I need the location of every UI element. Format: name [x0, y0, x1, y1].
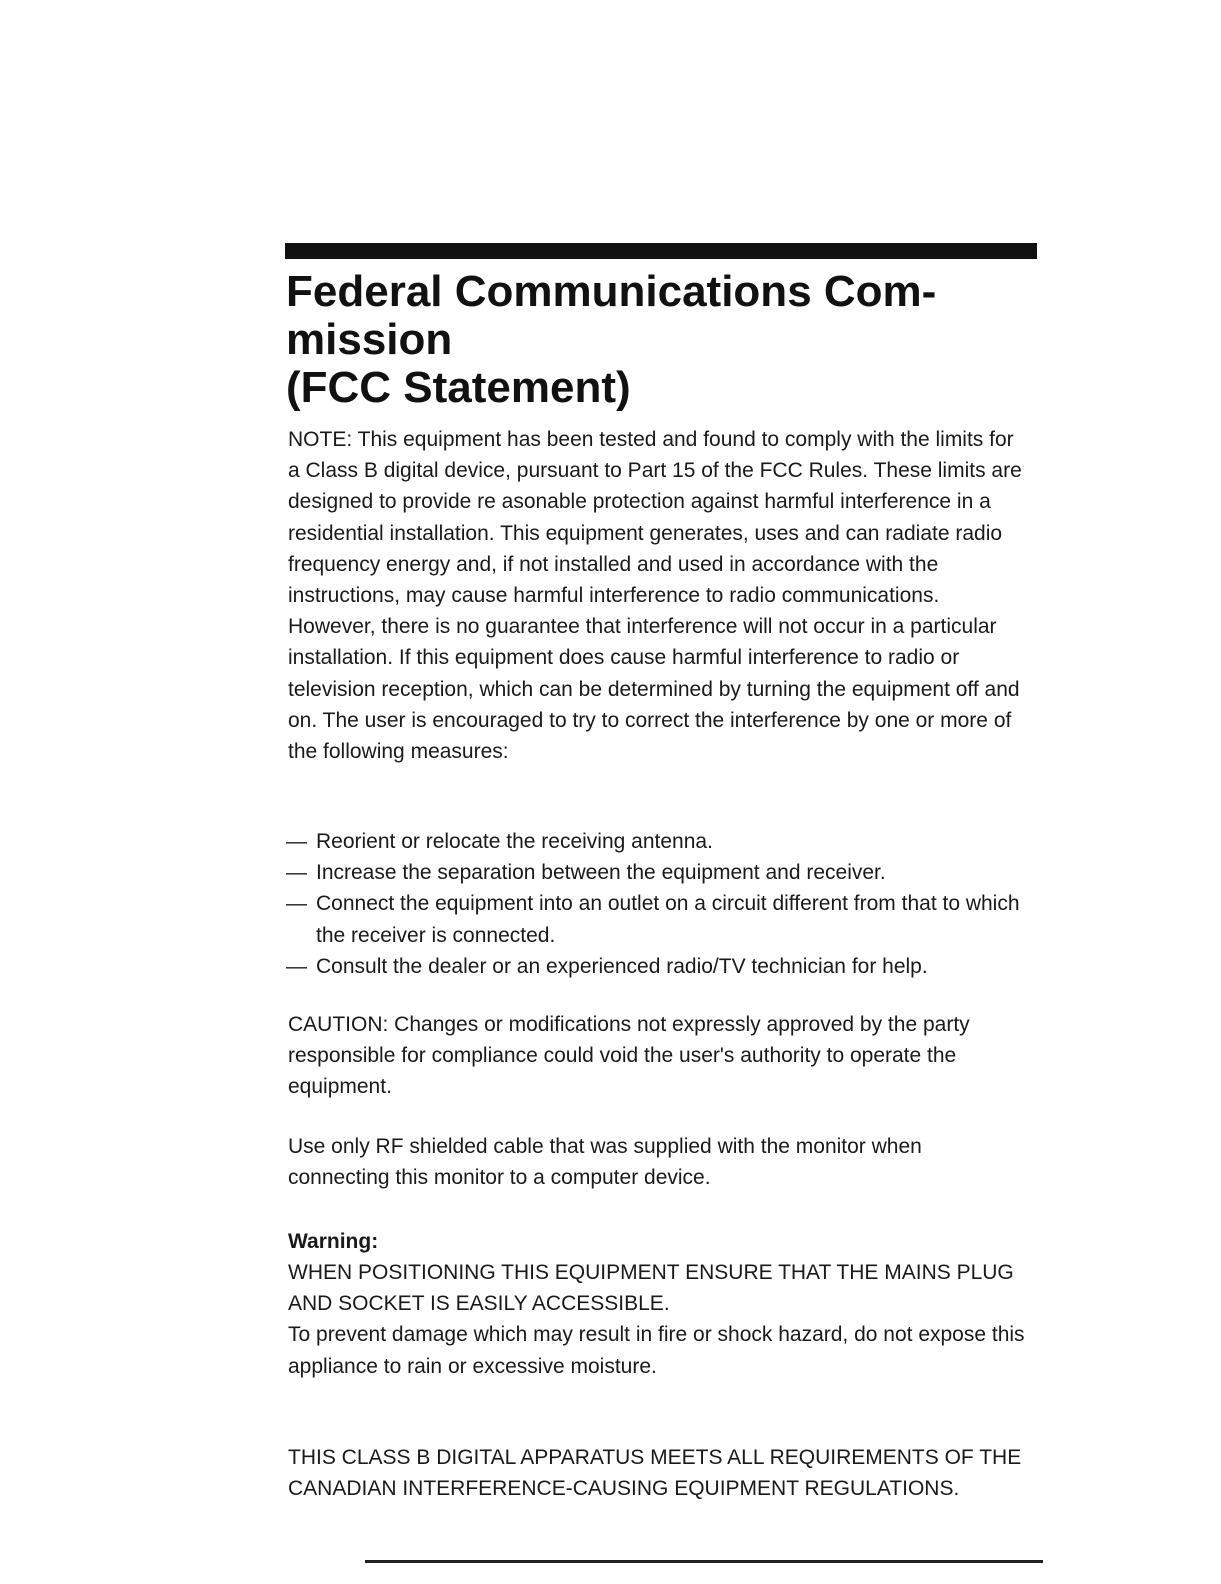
- canada-compliance-paragraph: THIS CLASS B DIGITAL APPARATUS MEETS ALL REQUIREMENTS OF THE CANADIAN INTERFERENCE-CAUSING EQUIPMENT REGULATIONS.: [288, 1446, 1022, 1501]
- title-line-3: (FCC Statement): [286, 363, 631, 412]
- list-item-text: Connect the equipment into an outlet on a circuit different from that to which the receiver is connected.: [316, 892, 1020, 947]
- warning-line-1: WHEN POSITIONING THIS EQUIPMENT ENSURE THAT THE MAINS PLUG AND SOCKET IS EASILY ACCESSIBLE.: [288, 1261, 1014, 1316]
- list-dash: —: [286, 892, 307, 916]
- bottom-rule: [365, 1560, 1043, 1563]
- list-item: [286, 826, 1026, 857]
- page-title: [286, 268, 1046, 412]
- list-item-text: Increase the separation between the equipment and receiver.: [316, 861, 886, 885]
- title-rule: [285, 243, 1037, 259]
- warning-body: [288, 1257, 1028, 1382]
- list-item-text: Consult the dealer or an experienced radio/TV technician for help.: [316, 954, 928, 978]
- caution-paragraph: CAUTION: Changes or modifications not expressly approved by the party responsible for compliance could void the user's authority to operate the equipment.: [288, 1013, 970, 1099]
- list-item: [286, 857, 1026, 888]
- list-dash: —: [286, 954, 307, 978]
- list-item-text: Reorient or relocate the receiving antenna.: [316, 830, 713, 853]
- warning-line-2: To prevent damage which may result in fire or shock hazard, do not expose this appliance to rain or excessive moisture.: [288, 1323, 1025, 1378]
- warning-heading: Warning:: [288, 1230, 379, 1253]
- list-item: [286, 888, 1026, 950]
- rf-cable-paragraph: Use only RF shielded cable that was supplied with the monitor when connecting this monitor to a computer device.: [288, 1135, 922, 1190]
- list-item: [286, 951, 1026, 982]
- title-line-1: Federal Communications Com-: [286, 267, 937, 316]
- measures-list: [286, 826, 1026, 982]
- list-dash: —: [286, 830, 307, 853]
- note-paragraph: NOTE: This equipment has been tested and found to comply with the limits for a Class B digital device, pursuant to Part 15 of the FCC Rules. These limits are designed to provide re asonable protection against harmful interference in a residential installation. This equipment generates, uses and can radiate radio frequency energy and, if not installed and used in accordance with the instructions, may cause harmful interference to radio communications. However, there is no guarantee that interference will not occur in a particular installation. If this equipment does cause harmful interference to radio or television reception, which can be determined by turning the equipment off and on. The user is encouraged to try to correct the interference by one or more of the following measures:: [288, 428, 1022, 764]
- list-dash: —: [286, 861, 307, 885]
- title-line-2: mission: [286, 315, 453, 364]
